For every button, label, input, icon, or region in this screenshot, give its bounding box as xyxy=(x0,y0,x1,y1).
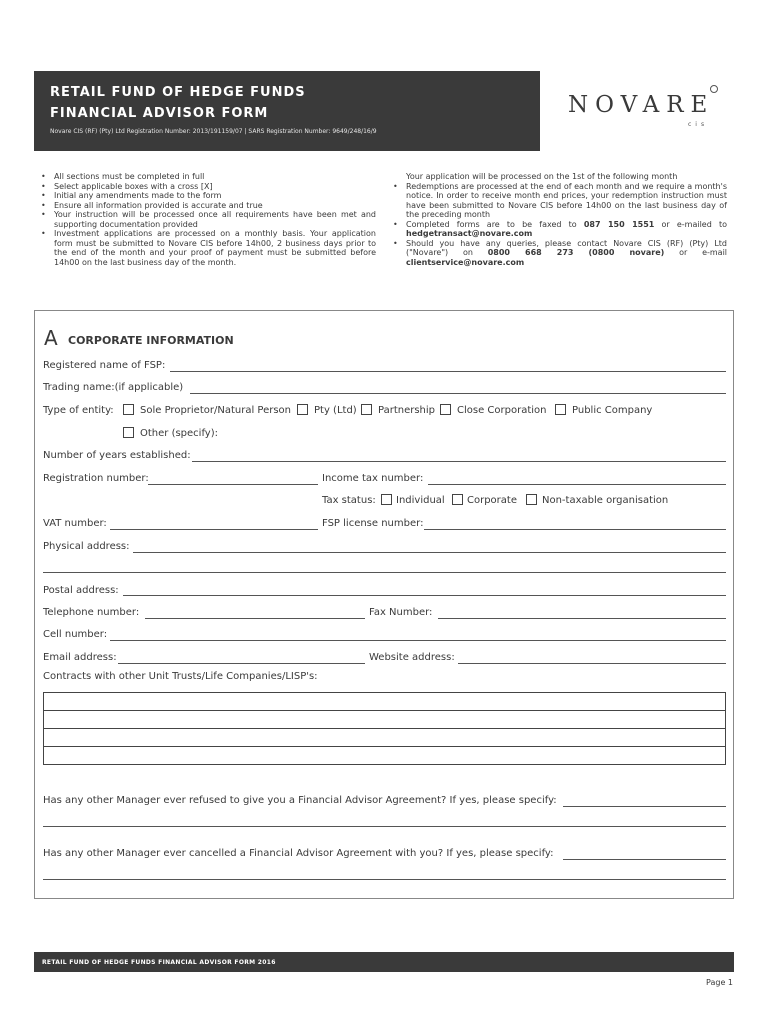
sole-proprietor-checkbox[interactable] xyxy=(123,404,134,415)
contracts-label: Contracts with other Unit Trusts/Life Companies/LISP's: xyxy=(43,671,318,682)
page-number: Page 1 xyxy=(706,978,733,987)
instruction-item xyxy=(391,220,727,239)
section-letter: A xyxy=(44,326,58,350)
website-field[interactable] xyxy=(458,663,726,664)
queries-prefix: Should you have any queries, please contact Novare CIS (RF) (Pty) Ltd ("Novare") on xyxy=(406,238,727,257)
fsp-license-field[interactable] xyxy=(424,529,726,530)
instructions-right xyxy=(391,172,727,267)
instruction-continuation: Your application will be processed on the 1st of the following month xyxy=(406,172,678,181)
refused-answer-field-line2[interactable] xyxy=(43,826,726,827)
instruction-item: • Initial any amendments made to the form xyxy=(39,191,376,201)
form-title-line2: FINANCIAL ADVISOR FORM xyxy=(50,106,269,121)
queries-phone: 0800 668 273 (0800 novare) xyxy=(487,248,665,257)
fax-prefix: Completed forms are to be faxed to xyxy=(406,219,584,229)
registration-number-label: Registration number: xyxy=(43,473,149,484)
vat-number-label: VAT number: xyxy=(43,518,107,529)
refused-question-label: Has any other Manager ever refused to give you a Financial Advisor Agreement? If yes, please specify: xyxy=(43,795,557,806)
corporate-label: Corporate xyxy=(467,495,517,506)
partnership-label: Partnership xyxy=(378,405,436,416)
header-banner xyxy=(34,71,540,151)
cancelled-question-label: Has any other Manager ever cancelled a Financial Advisor Agreement with you? If yes, please specify: xyxy=(43,848,554,859)
postal-address-label: Postal address: xyxy=(43,585,119,596)
pty-ltd-checkbox[interactable] xyxy=(297,404,308,415)
fsp-license-label: FSP license number: xyxy=(322,518,424,529)
physical-address-field[interactable] xyxy=(133,552,726,553)
novare-logo-sub: cis xyxy=(688,121,709,128)
instruction-item: • Select applicable boxes with a cross [X] xyxy=(39,182,376,192)
income-tax-label: Income tax number: xyxy=(322,473,424,484)
instruction-item: • Your instruction will be processed once all requirements have been met and supporting documentation provided xyxy=(39,210,376,229)
telephone-field[interactable] xyxy=(145,618,365,619)
table-row xyxy=(44,728,725,729)
sole-proprietor-label: Sole Proprietor/Natural Person xyxy=(140,405,292,416)
form-title-line1: RETAIL FUND OF HEDGE FUNDS xyxy=(50,85,306,100)
footer-text: RETAIL FUND OF HEDGE FUNDS FINANCIAL ADVISOR FORM 2016 xyxy=(42,959,276,966)
website-label: Website address: xyxy=(369,652,455,663)
section-title: CORPORATE INFORMATION xyxy=(68,334,234,347)
tax-status-label: Tax status: xyxy=(322,495,376,506)
instructions-left xyxy=(39,172,376,267)
novare-logo: NOVARE xyxy=(568,92,715,118)
instruction-item: • Ensure all information provided is accurate and true xyxy=(39,201,376,211)
registered-name-label: Registered name of FSP: xyxy=(43,360,166,371)
telephone-label: Telephone number: xyxy=(43,607,140,618)
corporate-checkbox[interactable] xyxy=(452,494,463,505)
registered-mark-icon xyxy=(710,85,718,93)
close-corporation-checkbox[interactable] xyxy=(440,404,451,415)
email-field[interactable] xyxy=(118,663,365,664)
cell-field[interactable] xyxy=(110,640,726,641)
individual-label: Individual xyxy=(396,495,445,506)
footer-bar xyxy=(34,952,734,972)
table-row xyxy=(44,746,725,747)
registration-number-field[interactable] xyxy=(148,484,318,485)
hedge-email[interactable]: hedgetransact@novare.com xyxy=(406,229,533,238)
contracts-table[interactable] xyxy=(43,692,726,765)
years-established-field[interactable] xyxy=(192,461,726,462)
individual-checkbox[interactable] xyxy=(381,494,392,505)
email-label: Email address: xyxy=(43,652,117,663)
cancelled-answer-field-line2[interactable] xyxy=(43,879,726,880)
close-corporation-label: Close Corporation xyxy=(457,405,547,416)
vat-number-field[interactable] xyxy=(110,529,318,530)
fax-label: Fax Number: xyxy=(369,607,433,618)
non-taxable-label: Non-taxable organisation xyxy=(542,495,669,506)
other-entity-checkbox[interactable] xyxy=(123,427,134,438)
non-taxable-checkbox[interactable] xyxy=(526,494,537,505)
fax-field[interactable] xyxy=(438,618,726,619)
table-row xyxy=(44,710,725,711)
cancelled-answer-field[interactable] xyxy=(563,859,726,860)
other-entity-label: Other (specify): xyxy=(140,428,218,439)
client-email[interactable]: clientservice@novare.com xyxy=(406,257,525,267)
registration-details: Novare CIS (RF) (Pty) Ltd Registration Number: 2013/191159/07 | SARS Registration Number: 9649/248/16/9 xyxy=(50,128,377,135)
fax-mid: or e-mailed to xyxy=(654,219,727,229)
entity-type-label: Type of entity: xyxy=(43,405,114,416)
instruction-item: • All sections must be completed in full xyxy=(39,172,376,182)
partnership-checkbox[interactable] xyxy=(361,404,372,415)
refused-answer-field[interactable] xyxy=(563,806,726,807)
pty-ltd-label: Pty (Ltd) xyxy=(314,405,357,416)
public-company-label: Public Company xyxy=(572,405,653,416)
instruction-item xyxy=(391,239,727,268)
postal-address-field[interactable] xyxy=(123,595,726,596)
income-tax-field[interactable] xyxy=(428,484,726,485)
registered-name-field[interactable] xyxy=(170,371,726,372)
physical-address-field-line2[interactable] xyxy=(43,572,726,573)
instruction-item: • Redemptions are processed at the end of each month and we require a month's notice. In order to receive month end prices, your redemption instruction must have been submitted to Novare CIS before 14h00 on the last business day of the preceding month xyxy=(391,182,727,220)
queries-mid: or e-mail xyxy=(664,248,728,257)
years-established-label: Number of years established: xyxy=(43,450,191,461)
public-company-checkbox[interactable] xyxy=(555,404,566,415)
instruction-item: • Investment applications are processed on a monthly basis. Your application form must be submitted to Novare CIS before 14h00, 2 business days prior to the end of the month and your proof of payment must be submitted before 14h00 on the last business day of the month. xyxy=(39,229,376,267)
cell-label: Cell number: xyxy=(43,629,108,640)
trading-name-label: Trading name:(if applicable) xyxy=(43,382,184,393)
fax-number: 087 150 1551 xyxy=(583,219,655,229)
physical-address-label: Physical address: xyxy=(43,541,130,552)
corporate-information-section xyxy=(34,310,734,899)
trading-name-field[interactable] xyxy=(190,393,726,394)
